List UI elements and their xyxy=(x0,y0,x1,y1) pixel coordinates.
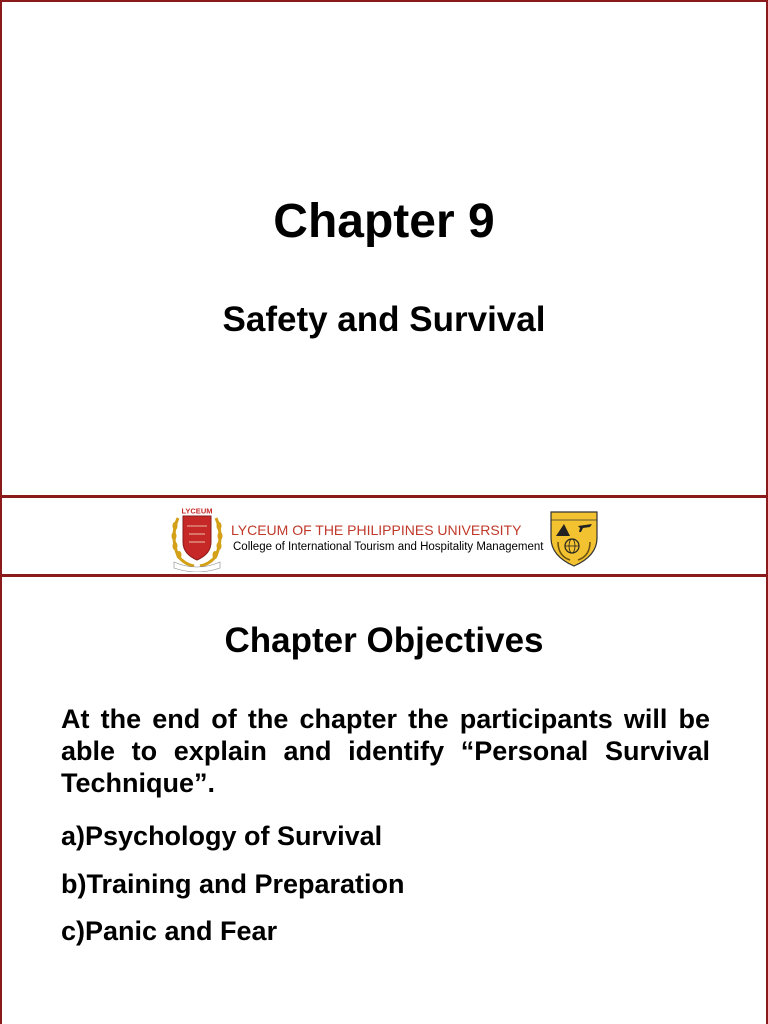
seal-top-text: LYCEUM xyxy=(181,506,213,516)
title-slide xyxy=(0,0,768,498)
list-item: a)Psychology of Survival xyxy=(61,821,383,851)
objectives-intro: At the end of the chapter the participants will be able to explain and identify “Personal Survival Technique”. xyxy=(61,704,710,798)
chapter-title: Chapter 9 xyxy=(273,195,495,248)
university-banner xyxy=(0,498,768,577)
university-name: LYCEUM OF THE PHILIPPINES UNIVERSITY xyxy=(231,522,522,538)
college-name: College of International Tourism and Hospitality Management xyxy=(233,541,544,553)
chapter-subtitle: Safety and Survival xyxy=(222,300,546,339)
citthm-crest-icon xyxy=(548,508,600,568)
banner-content xyxy=(168,504,600,572)
lyceum-seal-icon xyxy=(168,504,226,572)
objectives-slide xyxy=(0,577,768,1024)
list-item: b)Training and Preparation xyxy=(61,868,405,899)
objectives-title: Chapter Objectives xyxy=(224,621,544,660)
objectives-list xyxy=(61,820,405,963)
list-item: c)Panic and Fear xyxy=(61,916,278,946)
